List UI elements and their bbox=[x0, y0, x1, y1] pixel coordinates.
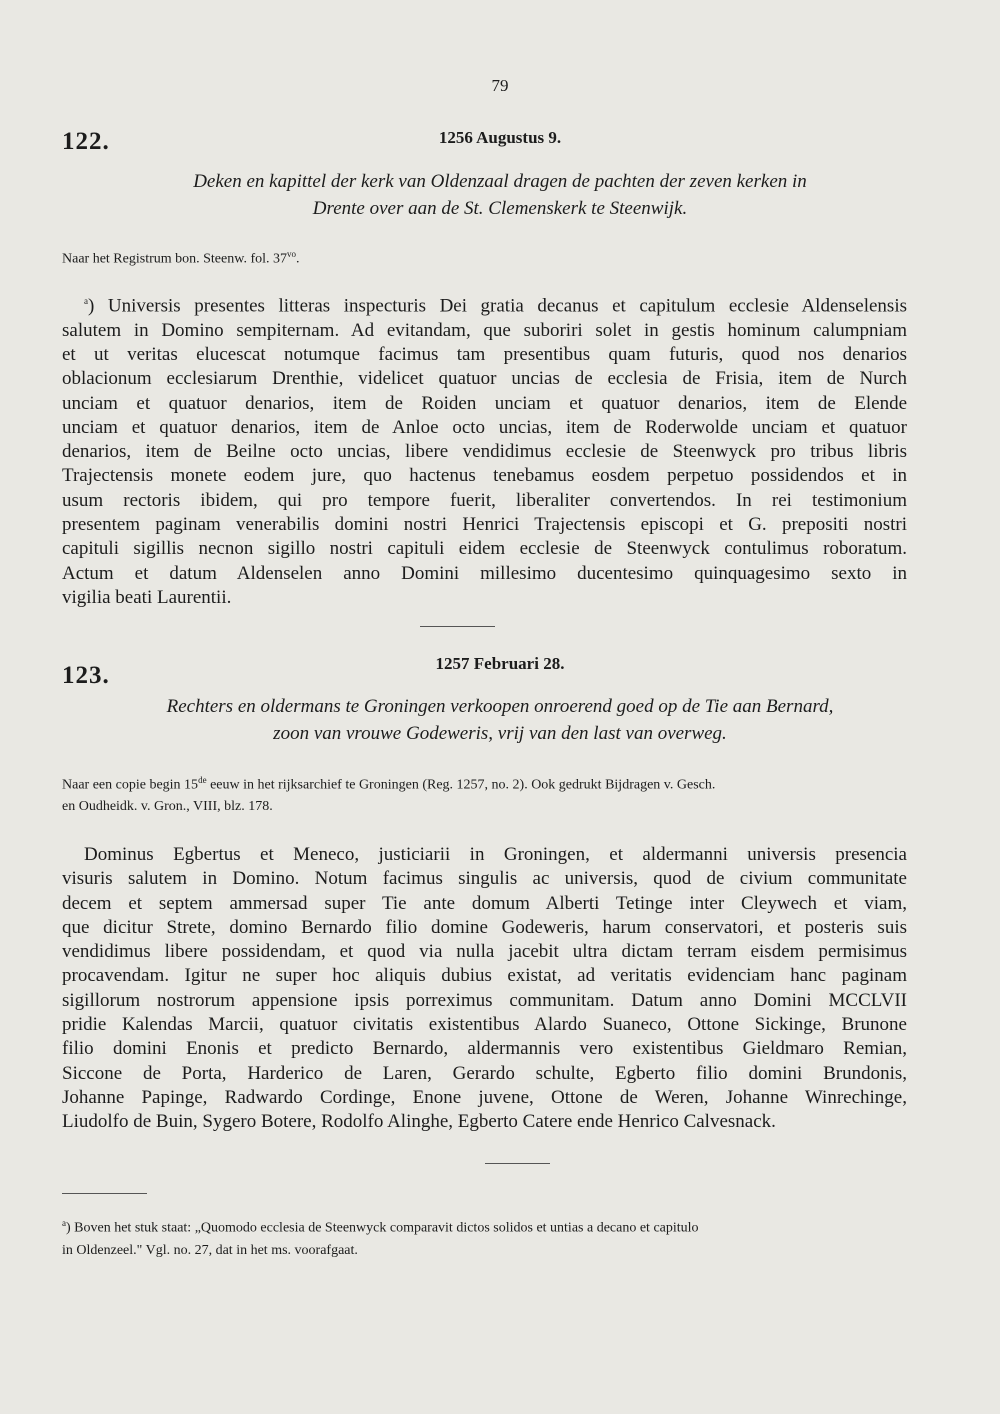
body-line: Actum et datum Aldenselen anno Domini millesimo ducentesimo quinquagesimo sexto in bbox=[62, 562, 907, 584]
entry-title bbox=[80, 168, 920, 222]
entry-body-text bbox=[62, 843, 907, 1135]
entry-date: 1256 Augustus 9. bbox=[438, 128, 562, 147]
body-line: unciam et quatuor denarios, item de Anloe octo uncias, item de Roderwolde unciam et quatuor bbox=[62, 416, 907, 438]
body-line: vigilia beati Laurentii. bbox=[62, 586, 232, 608]
page-number: 79 bbox=[491, 76, 509, 95]
body-line: oblacionum ecclesiarum Drenthie, videlicet quatuor uncias de ecclesia de Frisia, item de Nurch bbox=[62, 368, 907, 390]
body-line: sigillorum nostrorum appensione ipsis porreximus communitam. Datum anno Domini MCCLVII bbox=[62, 989, 907, 1011]
body-line: $^a$) Universis presentes litteras inspecturis Dei gratia decanus et capitulum ecclesie Aldenselensis bbox=[84, 295, 907, 317]
entry-title-line: Drente over aan de St. Clemenskerk te Steenwijk. bbox=[312, 198, 688, 219]
body-line: Siccone de Porta, Harderico de Laren, Gerardo schulte, Egberto filio domini Brundonis, bbox=[62, 1062, 907, 1084]
entry-title-line: Deken en kapittel der kerk van Oldenzaal dragen de pachten der zeven kerken in bbox=[193, 171, 807, 192]
entry-title-line: zoon van vrouwe Godeweris, vrij van den last van overweg. bbox=[273, 723, 727, 744]
entry-divider bbox=[485, 1163, 550, 1164]
body-line: Trajectensis monete eodem jure, quo hactenus tenebamus eosdem perpetuo possidendos et in bbox=[62, 465, 907, 487]
entry-source: Naar een copie begin 15de eeuw in het rijksarchief te Groningen (Reg. 1257, no. 2). Ook gedrukt Bijdragen v. Gesch. en Oudheidk. v. Gron., VIII, blz. 178. bbox=[62, 775, 716, 814]
footnote-marker: a bbox=[84, 296, 88, 306]
body-line: capituli sigillis necnon sigillo nostri capituli eidem ecclesie de Steenwyck contulimus roboratum. bbox=[62, 538, 907, 560]
body-line: decem et septem ammersad super Tie ante domum Alberti Tetinge inter Cleywech et viam, bbox=[62, 892, 907, 914]
body-line: Dominus Egbertus et Meneco, justiciarii in Groningen, et aldermanni universis presencia bbox=[84, 844, 907, 865]
body-line: que dicitur Strete, domino Bernardo filio domine Godeweris, harum conservatori, et posteris suis bbox=[62, 916, 907, 938]
entry-title bbox=[80, 693, 920, 747]
body-line: usum rectoris ibidem, qui pro tempore fuerit, liberaliter convertendos. In rei testimonium bbox=[62, 489, 907, 511]
entry-date: 1257 Februari 28. bbox=[435, 654, 565, 673]
entry-number: 122. bbox=[62, 128, 110, 155]
body-line: filio domini Enonis et predicto Bernardo, aldermannis vero existentibus Gieldmaro Remian, bbox=[62, 1038, 907, 1060]
body-line: unciam et quatuor denarios, item de Roiden unciam et quatuor denarios, item de Elende bbox=[62, 392, 907, 414]
body-line: salutem in Domino sempiternam. Ad evitandam, que suboriri solet in gestis hominum calumpniam bbox=[62, 319, 907, 341]
entry-number: 123. bbox=[62, 662, 110, 689]
entry-body-text bbox=[62, 289, 907, 610]
entry-source: Naar het Registrum bon. Steenw. fol. $37^{vo}$. bbox=[62, 249, 300, 267]
body-line: Johanne Papinge, Radwardo Cordinge, Enone juvene, Ottone de Weren, Johanne Winrechinge, bbox=[62, 1086, 907, 1108]
entry-divider bbox=[420, 626, 495, 627]
body-line: pridie Kalendas Marcii, quatuor civitatis existentibus Alardo Suaneco, Ottone Sickinge, Brunone bbox=[62, 1014, 907, 1036]
body-line: vendidimus libere possidendam, et quod via nulla jacebit ultra dictam terram eisdem permisimus bbox=[62, 941, 907, 963]
body-line: presentem paginam venerabilis domini nostri Henrici Trajectensis episcopi et G. prepositi nostri bbox=[62, 514, 907, 535]
footnote-rule bbox=[62, 1193, 147, 1194]
entry-title-line: Rechters en oldermans te Groningen verkoopen onroerend goed op de Tie aan Bernard, bbox=[166, 696, 834, 717]
body-line: et ut veritas elucescat notumque facimus tam presentibus quam futuris, quod nos denarios bbox=[62, 343, 907, 365]
footnote: $^a$) Boven het stuk staat: „Quomodo ecclesia de Steenwyck comparavit dictos solidos et untias a decano et capitulo in Oldenzeel." Vgl. no. 27, dat in het ms. voorafgaat. bbox=[62, 1218, 699, 1258]
body-line: Liudolfo de Buin, Sygero Botere, Rodolfo Alinghe, Egberto Catere ende Henrico Calvesnack. bbox=[62, 1111, 776, 1133]
body-line: visuris salutem in Domino. Notum facimus singulis ac universis, quod de civium communitate bbox=[62, 868, 907, 890]
body-line: denarios, item de Beilne octo uncias, libere vendidimus ecclesie de Steenwyck pro tribus libris bbox=[62, 441, 907, 463]
body-line: procavendam. Igitur ne super hoc aliquis dubius existat, ad veritatis evidenciam hanc paginam bbox=[62, 965, 907, 987]
